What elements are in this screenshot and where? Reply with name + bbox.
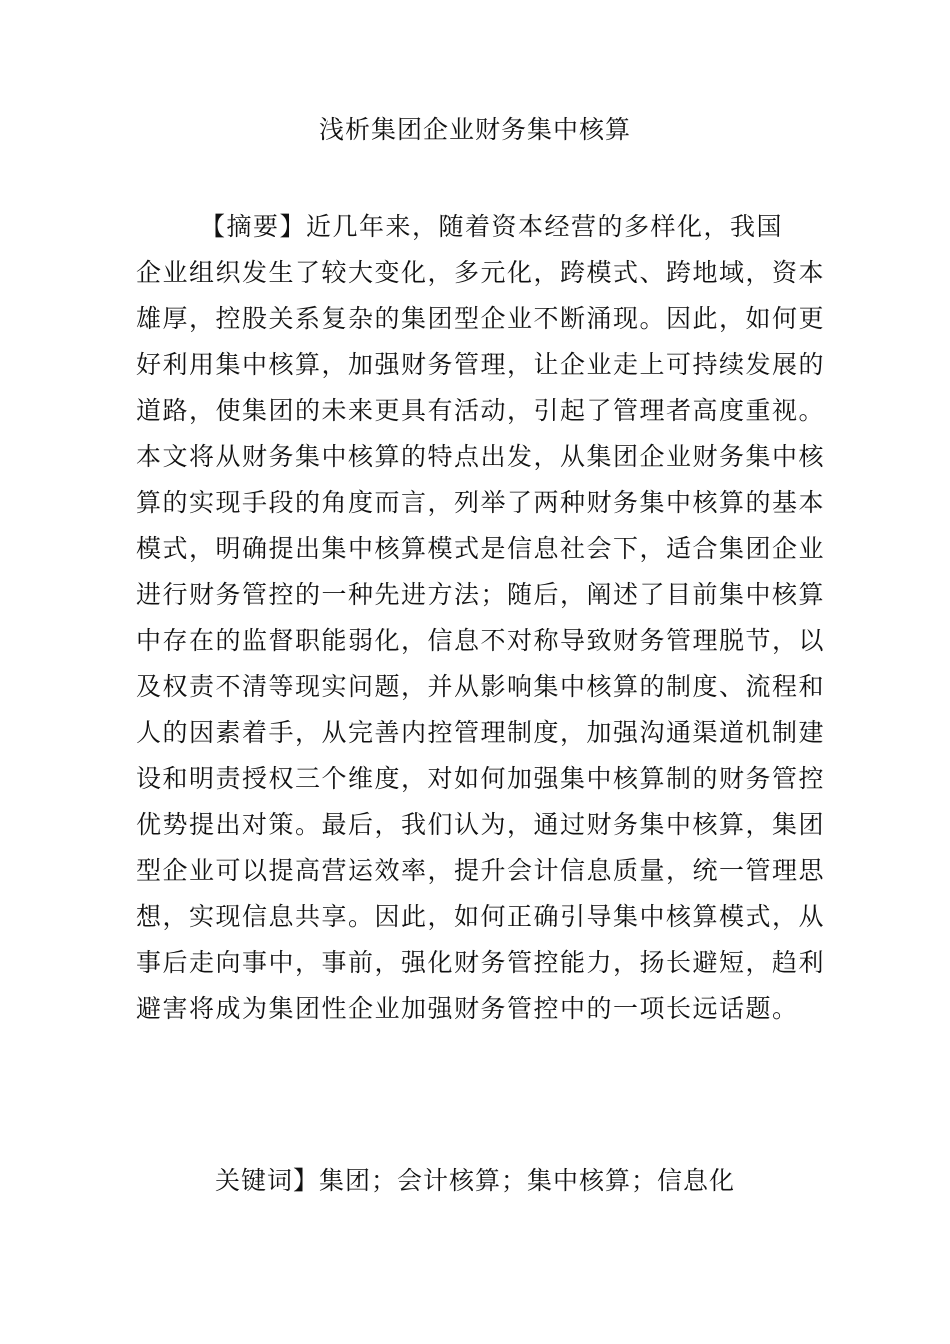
abstract-line: 进行财务管控的一种先进方法；随后，阐述了目前集中核算: [136, 580, 826, 609]
abstract-line: 人的因素着手，从完善内控管理制度，加强沟通渠道机制建: [136, 718, 826, 747]
abstract-line: 事后走向事中，事前，强化财务管控能力，扬长避短，趋利: [136, 948, 826, 977]
abstract-line: 想，实现信息共享。因此，如何正确引导集中核算模式，从: [136, 902, 826, 931]
abstract-line: 模式，明确提出集中核算模式是信息社会下，适合集团企业: [136, 534, 826, 563]
abstract-line: 优势提出对策。最后，我们认为，通过财务集中核算，集团: [136, 810, 826, 839]
document-title: 浅析集团企业财务集中核算: [318, 115, 631, 144]
abstract-line: 设和明责授权三个维度，对如何加强集中核算制的财务管控: [136, 764, 826, 793]
abstract-line: 及权责不清等现实问题，并从影响集中核算的制度、流程和: [136, 672, 826, 701]
abstract-line: [136, 204, 818, 250]
abstract-line: 型企业可以提高营运效率，提升会计信息质量，统一管理思: [136, 856, 826, 885]
abstract-line: 中存在的监督职能弱化，信息不对称导致财务管理脱节，以: [136, 626, 826, 655]
abstract-line: 本文将从财务集中核算的特点出发，从集团企业财务集中核: [136, 442, 826, 471]
abstract-line: 好利用集中核算，加强财务管理，让企业走上可持续发展的: [136, 350, 826, 379]
abstract-line: 道路，使集团的未来更具有活动，引起了管理者高度重视。: [136, 396, 826, 425]
abstract-paragraph: [136, 204, 826, 1032]
keywords-text: 集团；会计核算；集中核算；信息化: [319, 1166, 736, 1195]
abstract-text: 近几年来，随着资本经营的多样化，我国: [306, 212, 784, 241]
abstract-line: 避害将成为集团性企业加强财务管控中的一项长远话题。: [136, 994, 799, 1023]
abstract-label: 【摘要】: [200, 212, 307, 241]
abstract-line: 雄厚，控股关系复杂的集团型企业不断涌现。因此，如何更: [136, 304, 826, 333]
abstract-line: 企业组织发生了较大变化，多元化，跨模式、跨地域，资本: [136, 258, 826, 287]
abstract-line: 算的实现手段的角度而言，列举了两种财务集中核算的基本: [136, 488, 826, 517]
keywords-line: [0, 1158, 950, 1204]
keywords-label: 关键词】: [214, 1166, 319, 1195]
